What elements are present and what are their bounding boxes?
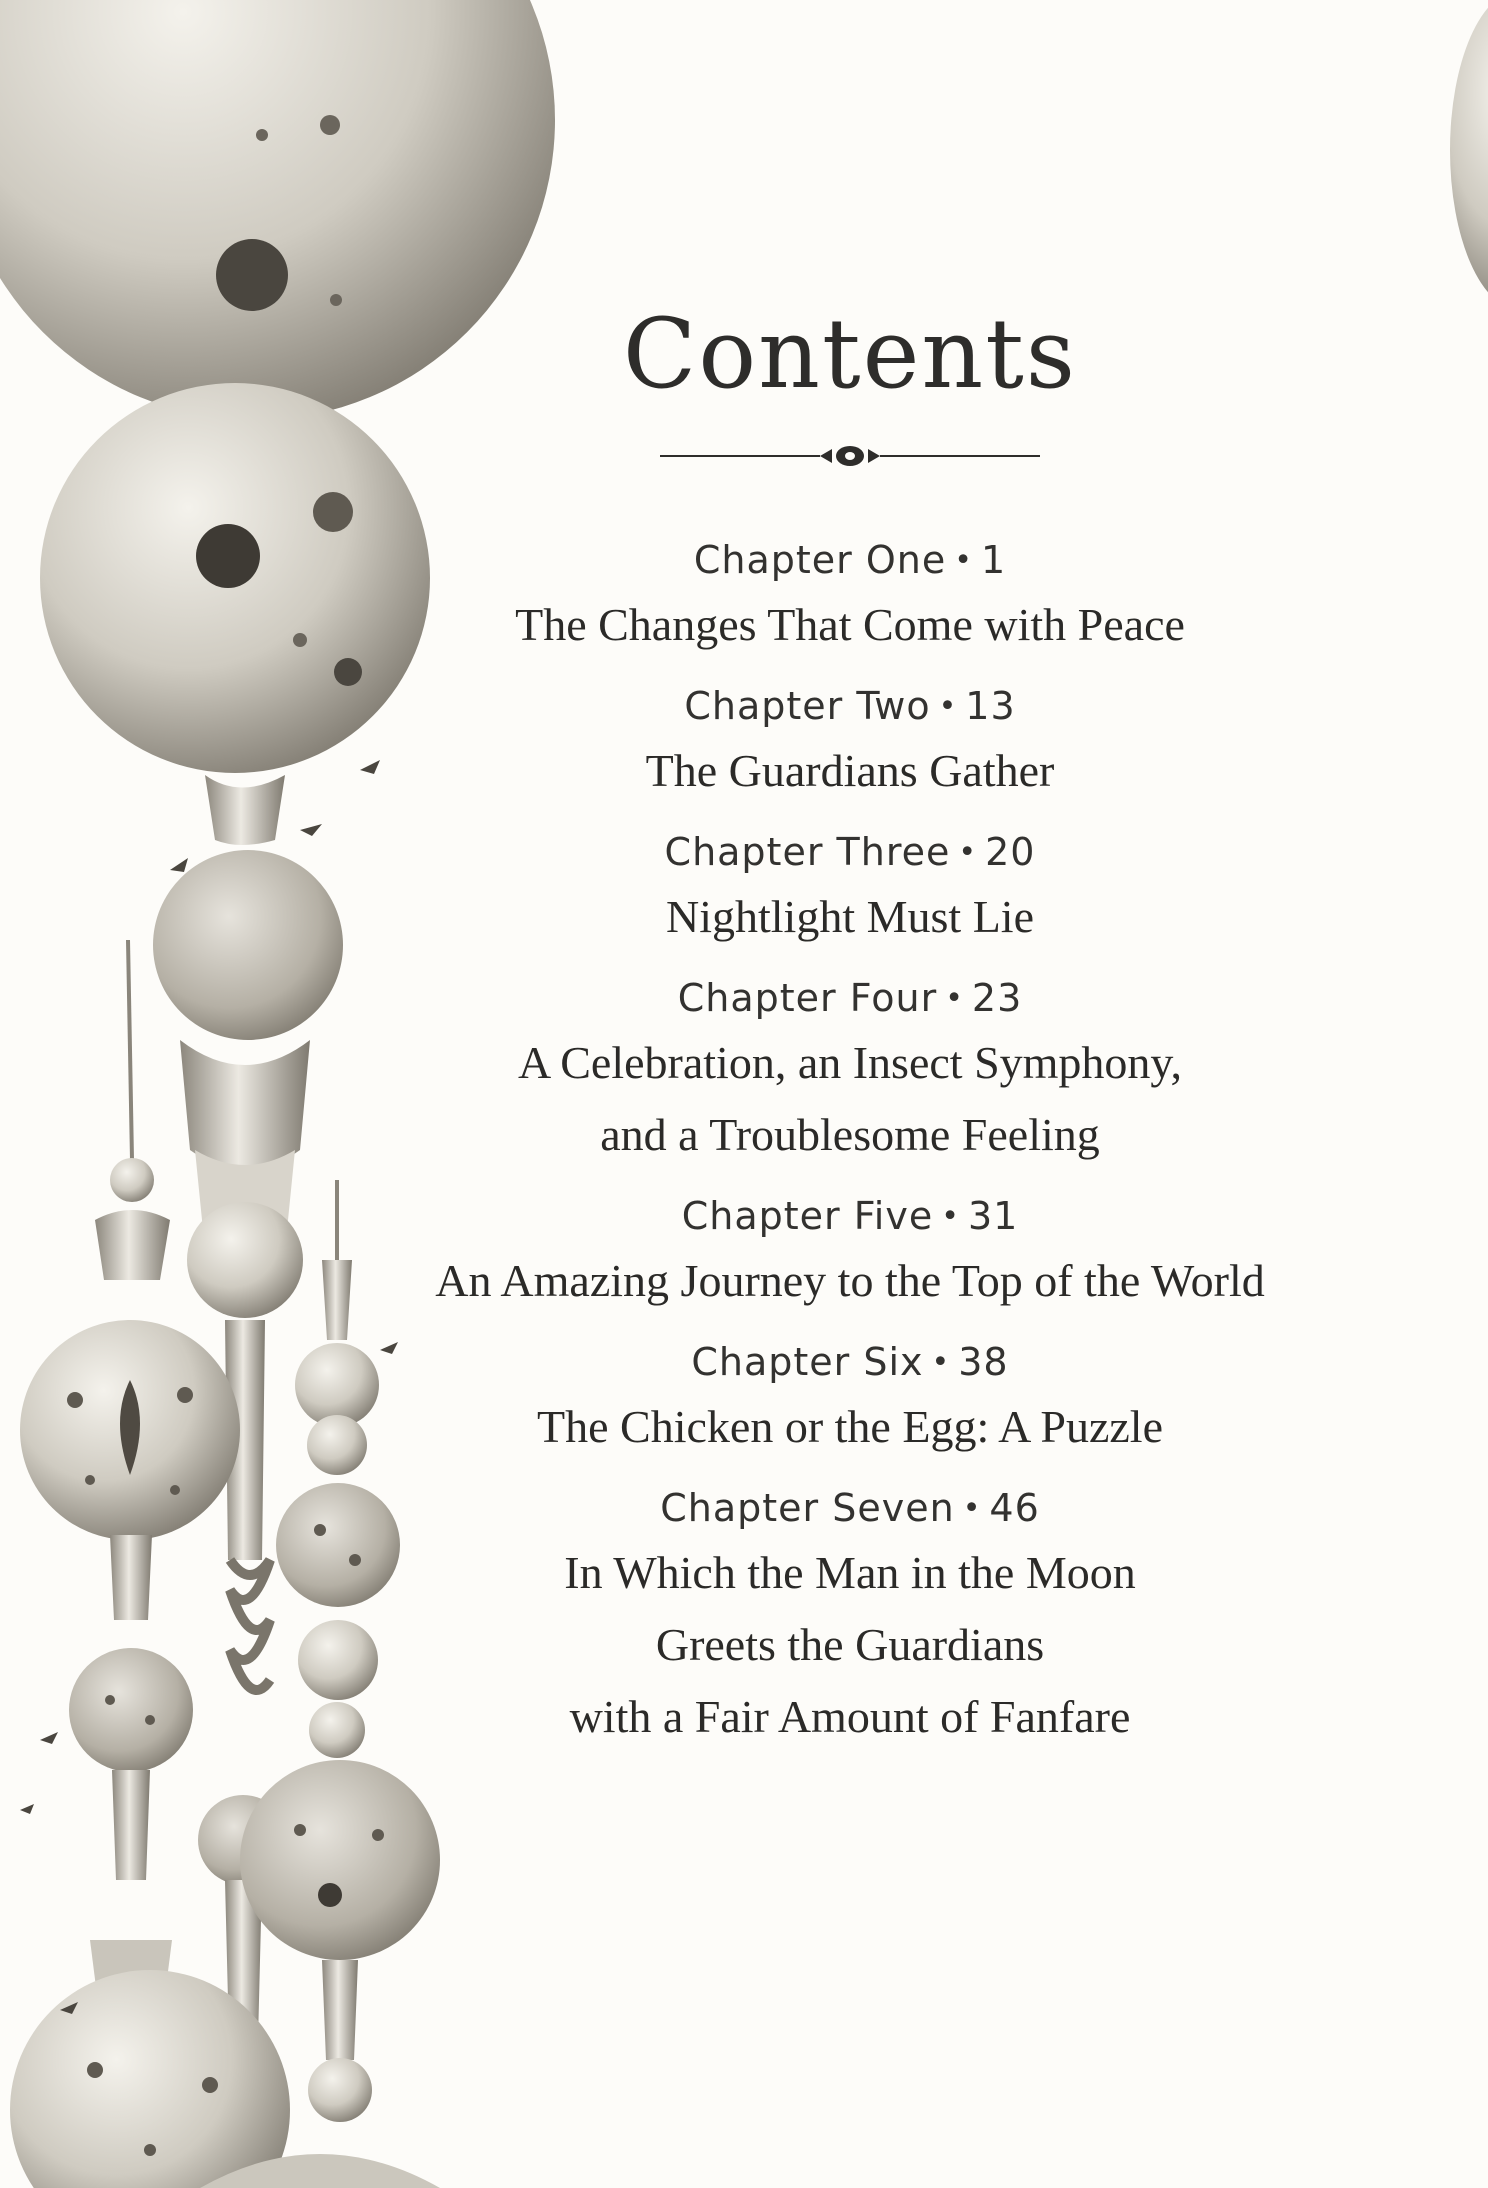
toc-entry[interactable]: [380, 823, 1320, 953]
chapter-page-number: 38: [958, 1340, 1009, 1384]
bullet-separator: •: [938, 689, 958, 724]
chapter-page-number: 46: [989, 1486, 1040, 1530]
chapter-page-number: 20: [985, 830, 1036, 874]
chapter-title: In Which the Man in the Moon Greets the Guardians with a Fair Amount of Fanfare: [564, 1547, 1136, 1742]
chapter-title: A Celebration, an Insect Symphony, and a Troublesome Feeling: [518, 1037, 1182, 1160]
bullet-separator: •: [941, 1199, 960, 1234]
toc-entry[interactable]: [380, 1479, 1320, 1753]
chapter-label: Chapter Three: [664, 830, 951, 874]
chapter-heading: [380, 823, 1320, 881]
chapter-heading: [380, 677, 1320, 735]
chapter-page-number: 31: [967, 1194, 1019, 1238]
bullet-separator: •: [945, 981, 964, 1016]
chapter-title: An Amazing Journey to the Top of the World: [435, 1255, 1265, 1306]
chapter-label: Chapter Six: [691, 1340, 924, 1384]
chapter-label: Chapter One: [693, 538, 947, 582]
chapter-label: Chapter Five: [681, 1194, 934, 1238]
chapter-label: Chapter Four: [677, 976, 938, 1020]
chapter-heading: [380, 1187, 1320, 1245]
chapter-page-number: 13: [965, 684, 1016, 728]
corner-sphere: [1450, 0, 1488, 310]
chapter-title: The Guardians Gather: [645, 745, 1055, 796]
chapter-title: The Changes That Come with Peace: [515, 599, 1185, 650]
table-of-contents: [380, 295, 1320, 1769]
toc-entry[interactable]: [380, 677, 1320, 807]
chapter-heading: [380, 1333, 1320, 1391]
chapter-heading: [380, 969, 1320, 1027]
bullet-separator: •: [931, 1345, 951, 1380]
toc-entry[interactable]: [380, 1187, 1320, 1317]
chapter-title: Nightlight Must Lie: [666, 891, 1034, 942]
chapter-title: The Chicken or the Egg: A Puzzle: [537, 1401, 1163, 1452]
divider-ornament-icon: [660, 441, 1040, 471]
toc-entry[interactable]: [380, 1333, 1320, 1463]
toc-entry[interactable]: [380, 531, 1320, 661]
chapter-page-number: 23: [971, 976, 1023, 1020]
chapter-list: [380, 531, 1320, 1753]
chapter-label: Chapter Seven: [660, 1486, 955, 1530]
bullet-separator: •: [954, 543, 973, 578]
chapter-heading: [380, 531, 1320, 589]
chapter-page-number: 1: [980, 538, 1007, 582]
bullet-separator: •: [958, 835, 978, 870]
contents-heading: Contents: [622, 298, 1078, 410]
chapter-label: Chapter Two: [684, 684, 931, 728]
chapter-heading: [380, 1479, 1320, 1537]
bullet-separator: •: [962, 1491, 982, 1526]
toc-entry[interactable]: [380, 969, 1320, 1171]
